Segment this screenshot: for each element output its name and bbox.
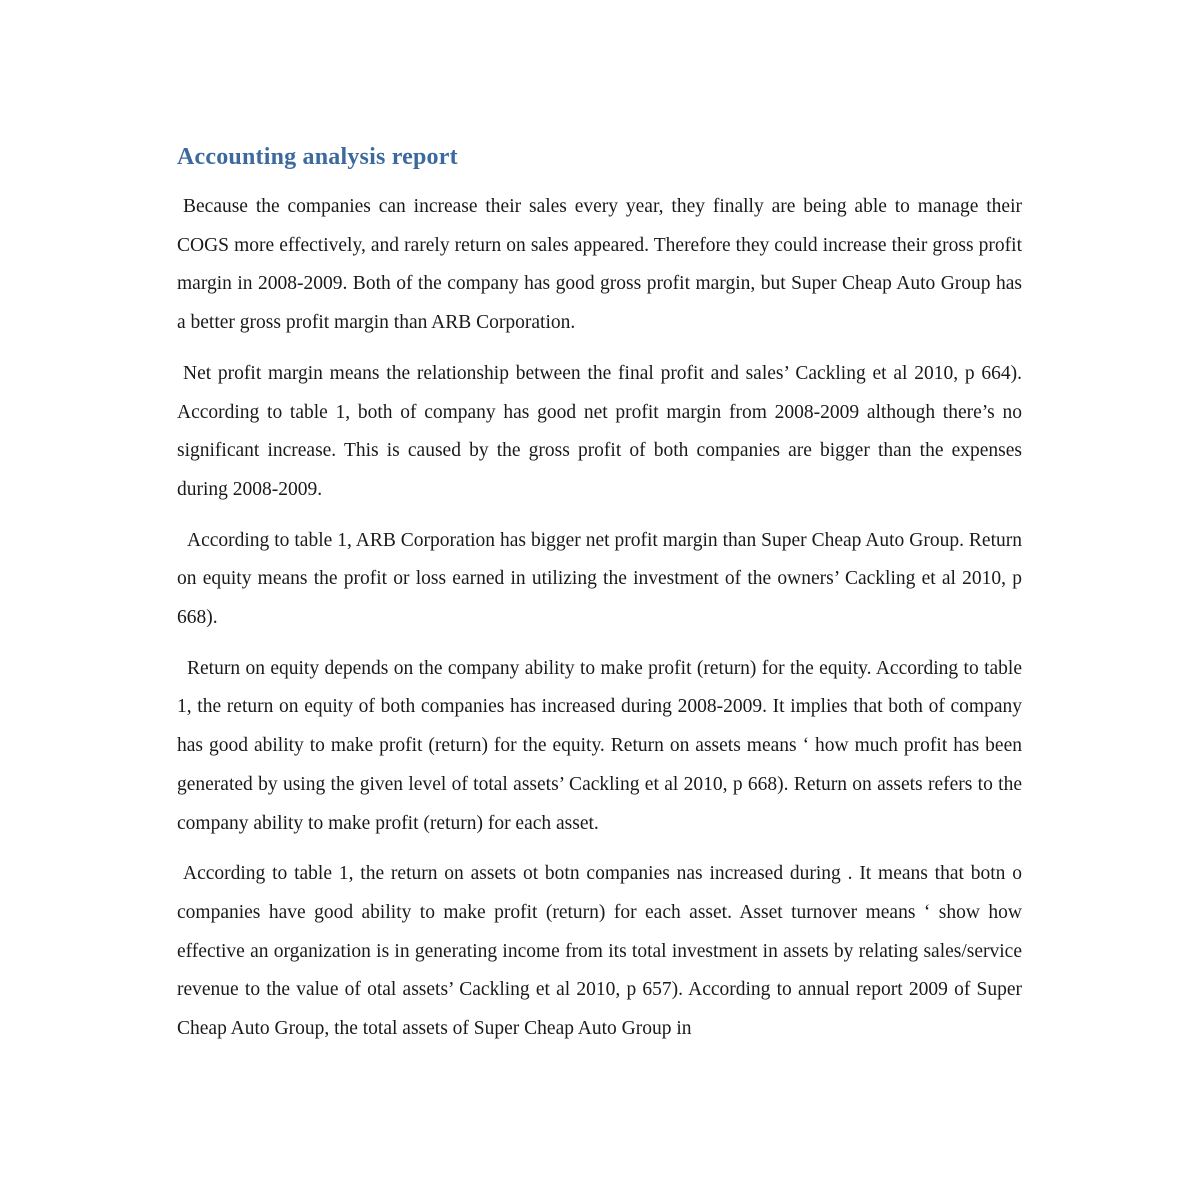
document-body — [177, 188, 1022, 1049]
paragraph-return-on-equity-definition: According to table 1, ARB Corporation has bigger net profit margin than Super Cheap Auto Group. Return on equity means the profit or loss earned in utilizing the investment of the owners’ Cackling et al 2010, p 668). — [177, 529, 1022, 629]
paragraph-gross-profit-margin: Because the companies can increase their sales every year, they finally are being able to manage their COGS more effectively, and rarely return on sales appeared. Therefore they could increase their gross profit margin in 2008-2009. Both of the company has good gross profit margin, but Super Cheap Auto Group has a better gross profit margin than ARB Corporation. — [177, 196, 1022, 334]
document-title: Accounting analysis report — [177, 144, 458, 170]
paragraph-net-profit-margin: Net profit margin means the relationship between the final profit and sales’ Cackling et al 2010, p 664). According to table 1, both of company has good net profit margin from 2008-2009 although there’s no significant increase. This is caused by the gross profit of both companies are bigger than the expenses during 2008-2009. — [177, 362, 1022, 500]
paragraph-return-on-equity-analysis: Return on equity depends on the company ability to make profit (return) for the equity. According to table 1, the return on equity of both companies has increased during 2008-2009. It implies that both of company has good ability to make profit (return) for the equity. Return on assets means ‘ how much profit has been generated by using the given level of total assets’ Cackling et al 2010, p 668). Return on assets refers to the company ability to make profit (return) for each asset. — [177, 657, 1022, 834]
paragraph-return-on-assets-turnover: According to table 1, the return on assets ot botn companies nas increased during . It means that botn o companies have good ability to make profit (return) for each asset. Asset turnover means ‘ show how effective an organization is in generating income from its total investment in assets by relating sales/service revenue to the value of otal assets’ Cackling et al 2010, p 657). According to annual report 2009 of Super Cheap Auto Group, the total assets of Super Cheap Auto Group in — [177, 863, 1022, 1040]
